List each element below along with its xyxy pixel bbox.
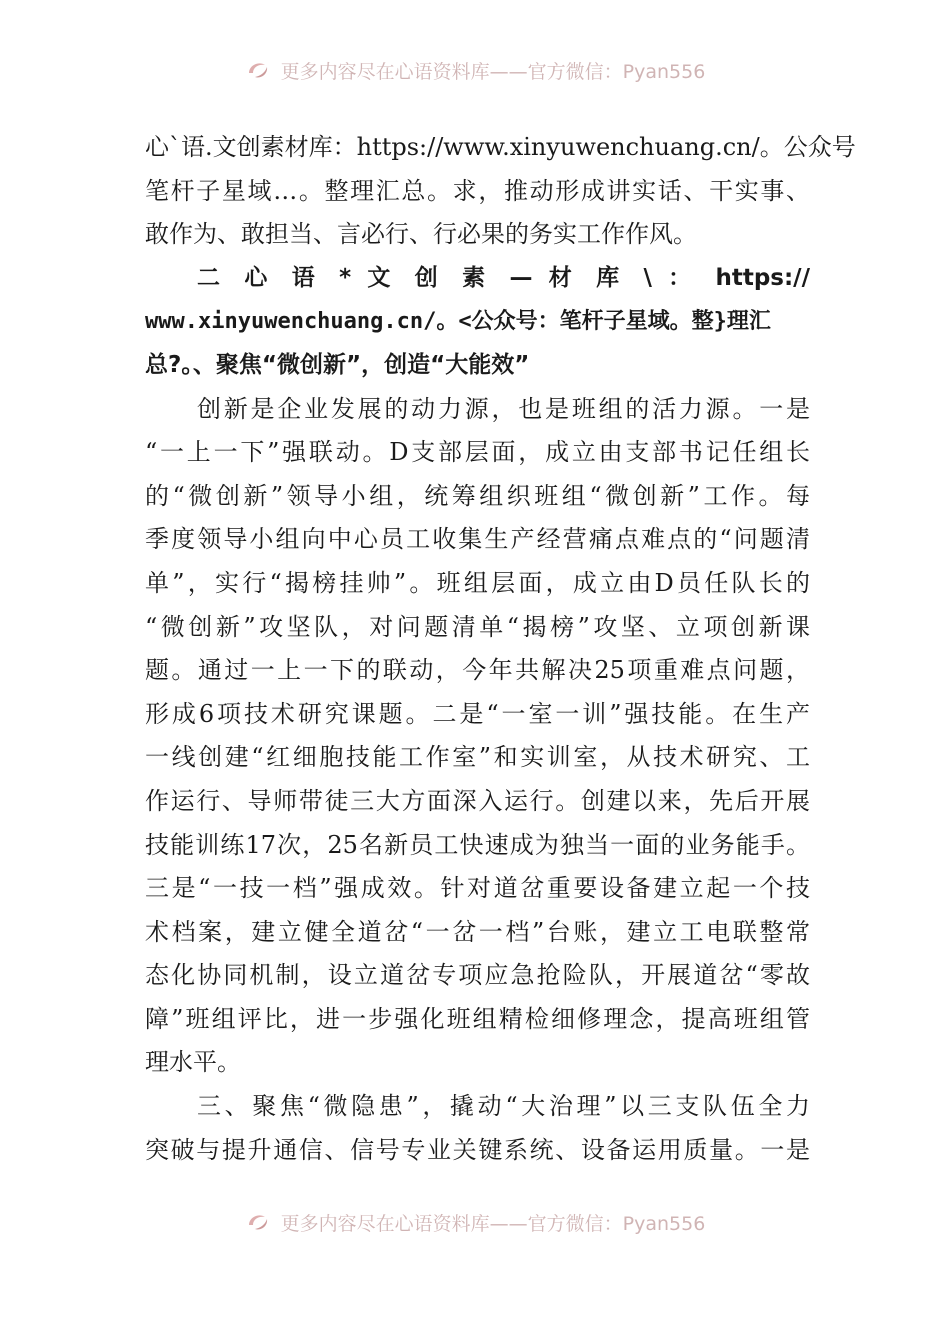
- text-line: 敢作为、敢担当、言必行、行必果的务实工作作风。: [145, 220, 697, 249]
- text-line: 技能训练17次，25名新员工快速成为独当一面的业务能手。: [145, 830, 810, 859]
- text-line: 创新是企业发展的动力源，也是班组的活力源。一是: [197, 394, 810, 423]
- text-line: 笔杆子星域…。整理汇总。求，推动形成讲实话、干实事、: [145, 176, 810, 205]
- text-line: 的“微创新”领导小组，统筹组织班组“微创新”工作。每: [145, 481, 810, 510]
- logo-icon: [245, 57, 271, 83]
- text-line: 形成6项技术研究课题。二是“一室一训”强技能。在生产: [145, 699, 810, 728]
- header-watermark: [0, 50, 950, 90]
- text-line: “微创新”攻坚队，对问题清单“揭榜”攻坚、立项创新课: [145, 612, 810, 641]
- logo-icon: [245, 1209, 271, 1235]
- section-heading-line: 总?。、聚焦“微创新”，创造“大能效”: [145, 351, 530, 378]
- text-line: 作运行、导师带徒三大方面深入运行。创建以来，先后开展: [145, 786, 810, 815]
- document-body: [145, 126, 856, 1172]
- heading-line-text: www.xinyuwenchuang.cn/。<公众号：笔杆子星域。整}理汇: [145, 309, 771, 335]
- text-line: 单”，实行“揭榜挂帅”。班组层面，成立由D员任队长的: [145, 568, 810, 597]
- text-line: 理水平。: [145, 1048, 241, 1077]
- text-line: 术档案，建立健全道岔“一岔一档”台账，建立工电联整常: [145, 917, 810, 946]
- text-line: 三是“一技一档”强成效。针对道岔重要设备建立起一个技: [145, 874, 810, 903]
- text-line: 心`语.文创素材库：https://www.xinyuwenchuang.cn/。公众号: [145, 133, 856, 161]
- text-line: 题。通过一上一下的联动，今年共解决25项重难点问题，: [145, 656, 810, 685]
- watermark-text: 更多内容尽在心语资料库——官方微信：Pyan556: [280, 1212, 706, 1235]
- text-line: 季度领导小组向中心员工收集生产经营痛点难点的“问题清: [145, 525, 810, 554]
- text-line: 三、聚焦“微隐患”，撬动“大治理”以三支队伍全力: [197, 1092, 810, 1121]
- text-line: 障”班组评比，进一步强化班组精检细修理念，提高班组管: [145, 1004, 810, 1033]
- section-heading-line: [145, 300, 810, 344]
- text-line: 一线创建“红细胞技能工作室”和实训室，从技术研究、工: [145, 743, 810, 772]
- section-heading-line: 二 心 语 * 文 创 素 — 材 库 \ ： https://: [197, 264, 810, 291]
- text-line: “一上一下”强联动。D支部层面，成立由支部书记任组长: [145, 438, 810, 467]
- watermark-text: 更多内容尽在心语资料库——官方微信：Pyan556: [280, 60, 706, 83]
- footer-watermark: [0, 1202, 950, 1242]
- text-line: 突破与提升通信、信号专业关键系统、设备运用质量。一是: [145, 1135, 810, 1164]
- text-line: 态化协同机制，设立道岔专项应急抢险队，开展道岔“零故: [145, 961, 810, 990]
